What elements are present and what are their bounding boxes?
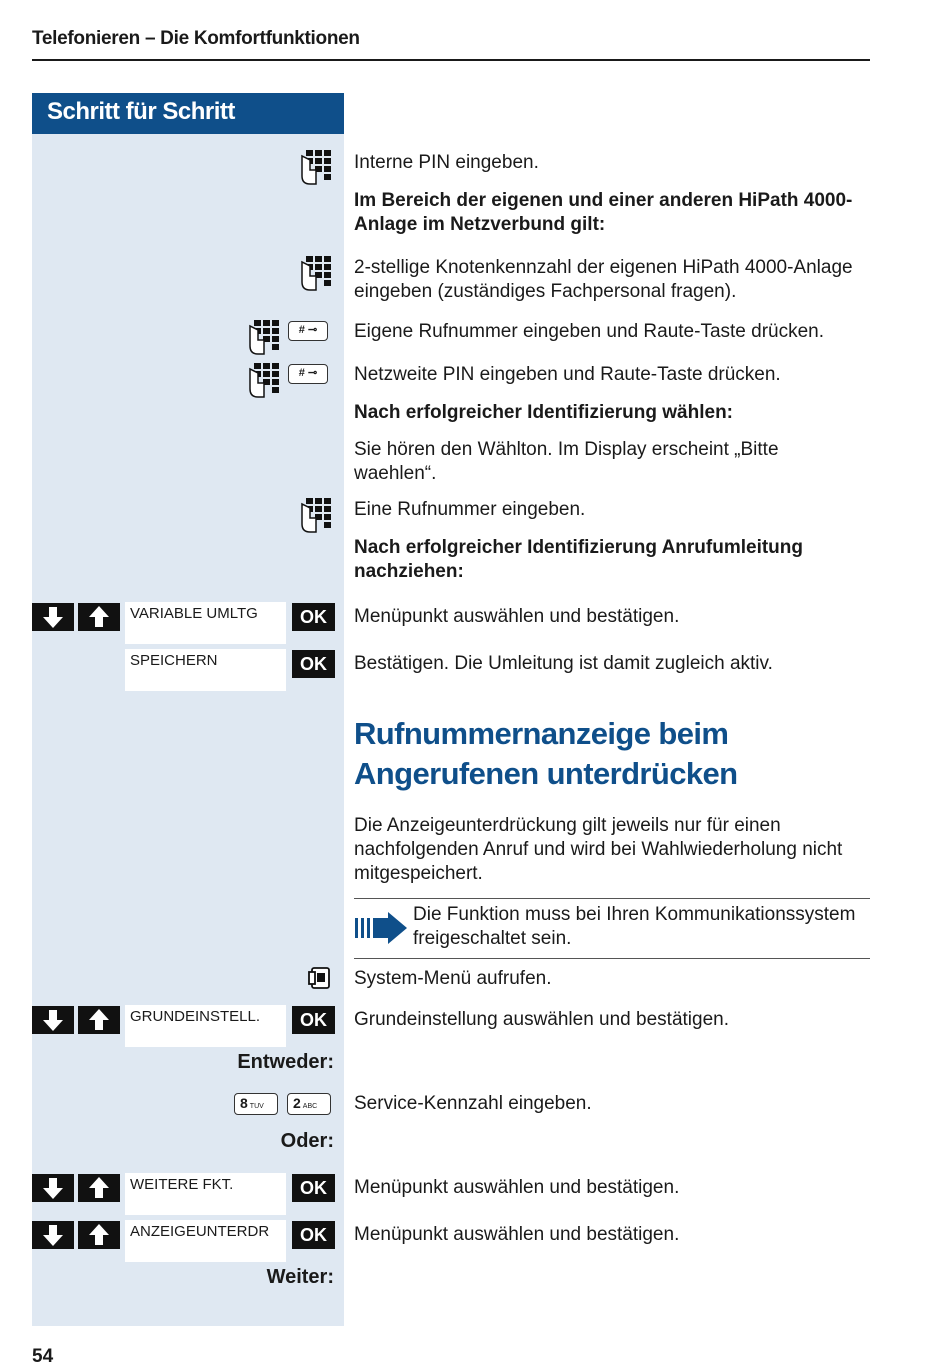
step-text: Menüpunkt auswählen und bestätigen. — [354, 1177, 680, 1198]
page-header-title: Telefonieren – Die Komfortfunktionen — [32, 28, 360, 49]
display-item — [125, 649, 286, 691]
page-header — [32, 28, 870, 61]
up-arrow-key[interactable] — [78, 1174, 120, 1202]
down-arrow-key[interactable] — [32, 1006, 74, 1034]
display-text: GRUNDEINSTELL. — [130, 1008, 261, 1025]
down-arrow-key[interactable] — [32, 1221, 74, 1249]
key-8[interactable] — [234, 1093, 278, 1115]
note-top-rule — [354, 898, 870, 899]
keypad-icon — [298, 148, 332, 186]
key-8-sub: TUV — [249, 1103, 264, 1110]
step-text: Service-Kennzahl eingeben. — [354, 1093, 592, 1114]
ok-button[interactable]: OK — [292, 650, 335, 678]
up-arrow-key[interactable] — [78, 1006, 120, 1034]
key-2[interactable] — [287, 1093, 331, 1115]
ok-button[interactable]: OK — [292, 1221, 335, 1249]
keypad-icon — [246, 318, 280, 356]
sidebar-title — [32, 93, 344, 134]
up-arrow-key[interactable] — [78, 1221, 120, 1249]
ok-button[interactable]: OK — [292, 1174, 335, 1202]
ok-button[interactable]: OK — [292, 603, 335, 631]
step-text: Menüpunkt auswählen und bestätigen. — [354, 1224, 680, 1245]
up-arrow-key[interactable] — [78, 603, 120, 631]
down-arrow-key[interactable] — [32, 1174, 74, 1202]
display-item — [125, 1173, 286, 1215]
step-text: System-Menü aufrufen. — [354, 968, 552, 989]
hash-key[interactable]: # ⊸ — [288, 364, 328, 384]
note-arrow-icon — [354, 912, 408, 944]
key-8-label: 8 — [240, 1095, 248, 1111]
step-text: Grundeinstellung auswählen und bestätigen. — [354, 1009, 729, 1030]
step-heading: Im Bereich der eigenen und einer anderen HiPath 4000-Anlage im Netzverbund gilt: — [354, 190, 853, 235]
step-heading: Nach erfolgreicher Identifizierung wählen: — [354, 402, 734, 423]
note-bottom-rule — [354, 958, 870, 959]
entweder-label: Entweder: — [237, 1051, 334, 1073]
section-intro: Die Anzeigeunterdrückung gilt jeweils nur für einen nachfolgenden Anruf und wird bei Wahlwiederholung nicht mitgespeichert. — [354, 815, 843, 884]
display-item — [125, 602, 286, 644]
display-text: WEITERE FKT. — [130, 1176, 234, 1193]
system-menu-icon[interactable] — [308, 966, 332, 990]
display-text: VARIABLE UMLTG — [130, 605, 258, 622]
keypad-icon — [298, 254, 332, 292]
oder-label: Oder: — [280, 1130, 334, 1152]
display-text: ANZEIGEUNTERDR — [130, 1223, 270, 1240]
step-text: Menüpunkt auswählen und bestätigen. — [354, 606, 680, 627]
step-text: Bestätigen. Die Umleitung ist damit zugleich aktiv. — [354, 653, 773, 674]
step-text: Interne PIN eingeben. — [354, 152, 539, 173]
weiter-label: Weiter: — [266, 1266, 334, 1288]
step-text: Eine Rufnummer eingeben. — [354, 499, 586, 520]
page-number: 54 — [32, 1346, 54, 1367]
ok-button[interactable]: OK — [292, 1006, 335, 1034]
display-text: SPEICHERN — [130, 652, 218, 669]
key-2-sub: ABC — [302, 1103, 318, 1110]
note-text: Die Funktion muss bei Ihren Kommunikationssystem freigeschaltet sein. — [413, 904, 856, 949]
down-arrow-key[interactable] — [32, 603, 74, 631]
step-text: Netzweite PIN eingeben und Raute-Taste drücken. — [354, 364, 781, 385]
step-text: Eigene Rufnummer eingeben und Raute-Taste drücken. — [354, 321, 825, 342]
section-heading: Rufnummernanzeige beim Angerufenen unterdrücken — [354, 716, 738, 791]
display-item — [125, 1005, 286, 1047]
sidebar-title-text: Schritt für Schritt — [47, 98, 235, 125]
keypad-icon — [246, 361, 280, 399]
hash-key[interactable]: # ⊸ — [288, 321, 328, 341]
step-text: 2-stellige Knotenkennzahl der eigenen HiPath 4000-Anlage eingeben (zuständiges Fachpersonal fragen). — [354, 257, 853, 302]
display-item — [125, 1220, 286, 1262]
key-2-label: 2 — [293, 1095, 301, 1111]
keypad-icon — [298, 496, 332, 534]
step-text: Sie hören den Wählton. Im Display erscheint „Bitte waehlen“. — [354, 439, 779, 484]
step-heading: Nach erfolgreicher Identifizierung Anrufumleitung nachziehen: — [354, 537, 803, 582]
